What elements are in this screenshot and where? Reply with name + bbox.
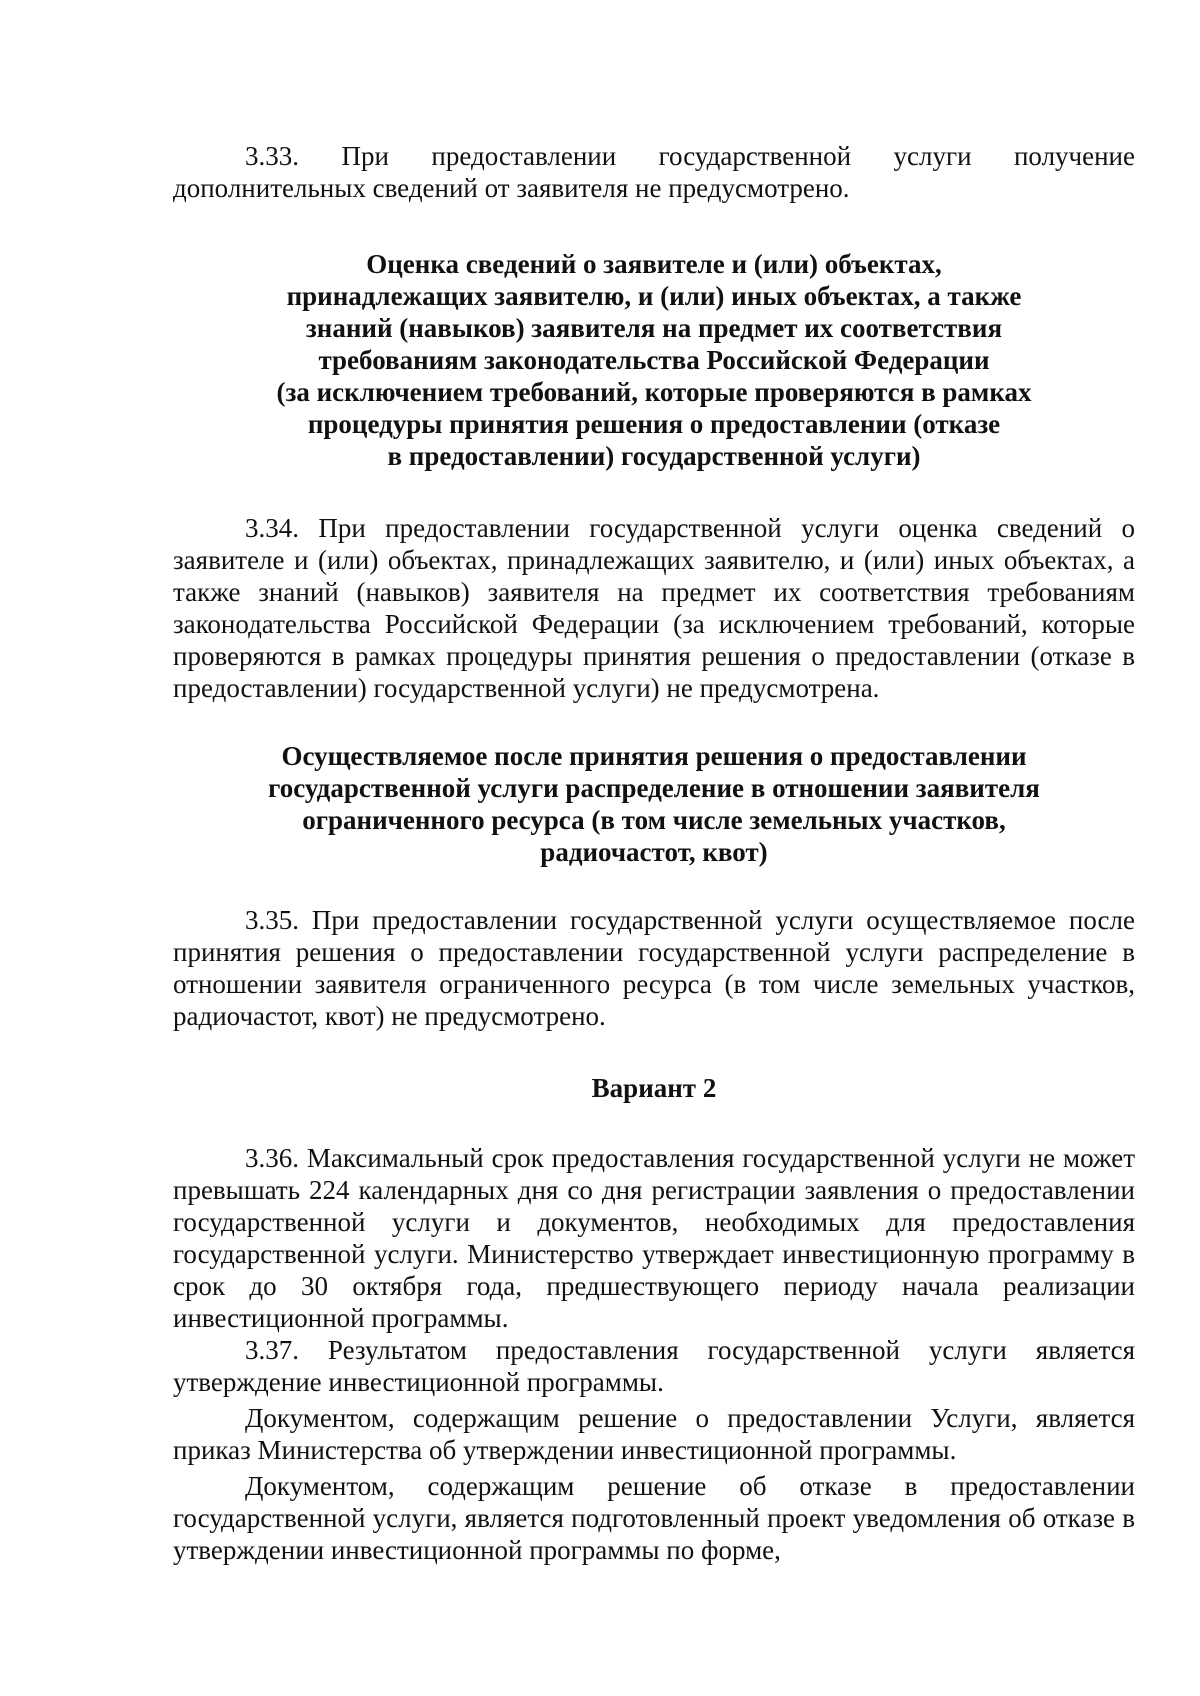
paragraph-3-33: 3.33. При предоставлении государственной услуги получение дополнительных сведений от заявителя не предусмотрено. [173,141,1135,203]
heading-line: ограниченного ресурса (в том числе земельных участков, [302,805,1006,835]
paragraph-refusal-document: Документом, содержащим решение об отказе в предоставлении государственной услуги, является подготовленный проект уведомления об отказе в утверждении инвестиционной программы по форме, [173,1471,1135,1565]
section-heading-variant-2: Вариант 2 [591,1073,717,1103]
paragraph-3-34: 3.34. При предоставлении государственной услуги оценка сведений о заявителе и (или) объектах, принадлежащих заявителю, и (или) иных объектах, а также знаний (навыков) заявителя на предмет их соответствия требованиям законодательства Российской Федерации (за исключением требований, которые проверяются в рамках процедуры принятия решения о предоставлении (отказе в предоставлении) государственной услуги) не предусмотрена. [173,513,1135,703]
paragraph-3-36: 3.36. Максимальный срок предоставления государственной услуги не может превышать 224 календарных дня со дня регистрации заявления о предоставлении государственной услуги и документов, необходимых для предоставления государственной услуги. Министерство утверждает инвестиционную программу в срок до 30 октября года, предшествующего периоду начала реализации инвестиционной программы. [173,1143,1135,1333]
section-heading-assessment [213,248,1095,472]
heading-line: Оценка сведений о заявителе и (или) объектах, [366,249,942,279]
heading-line: Осуществляемое после принятия решения о предоставлении [281,741,1027,771]
paragraph-3-35: 3.35. При предоставлении государственной услуги осуществляемое после принятия решения о предоставлении государственной услуги распределение в отношении заявителя ограниченного ресурса (в том числе земельных участков, радиочастот, квот) не предусмотрено. [173,905,1135,1031]
heading-line: знаний (навыков) заявителя на предмет их соответствия [305,313,1003,343]
heading-line: радиочастот, квот) [540,837,768,867]
heading-line: в предоставлении) государственной услуги) [387,441,921,471]
heading-line: (за исключением требований, которые проверяются в рамках [276,377,1032,407]
heading-line: процедуры принятия решения о предоставлении (отказе [307,409,1001,439]
paragraph-decision-document: Документом, содержащим решение о предоставлении Услуги, является приказ Министерства об утверждении инвестиционной программы. [173,1403,1135,1465]
heading-line: требованиям законодательства Российской Федерации [318,345,990,375]
document-body [173,140,1135,1566]
heading-line: принадлежащих заявителю, и (или) иных объектах, а также [286,281,1022,311]
heading-line: государственной услуги распределение в отношении заявителя [268,773,1040,803]
section-heading-distribution [213,740,1095,868]
paragraph-3-37: 3.37. Результатом предоставления государственной услуги является утверждение инвестиционной программы. [173,1335,1135,1397]
